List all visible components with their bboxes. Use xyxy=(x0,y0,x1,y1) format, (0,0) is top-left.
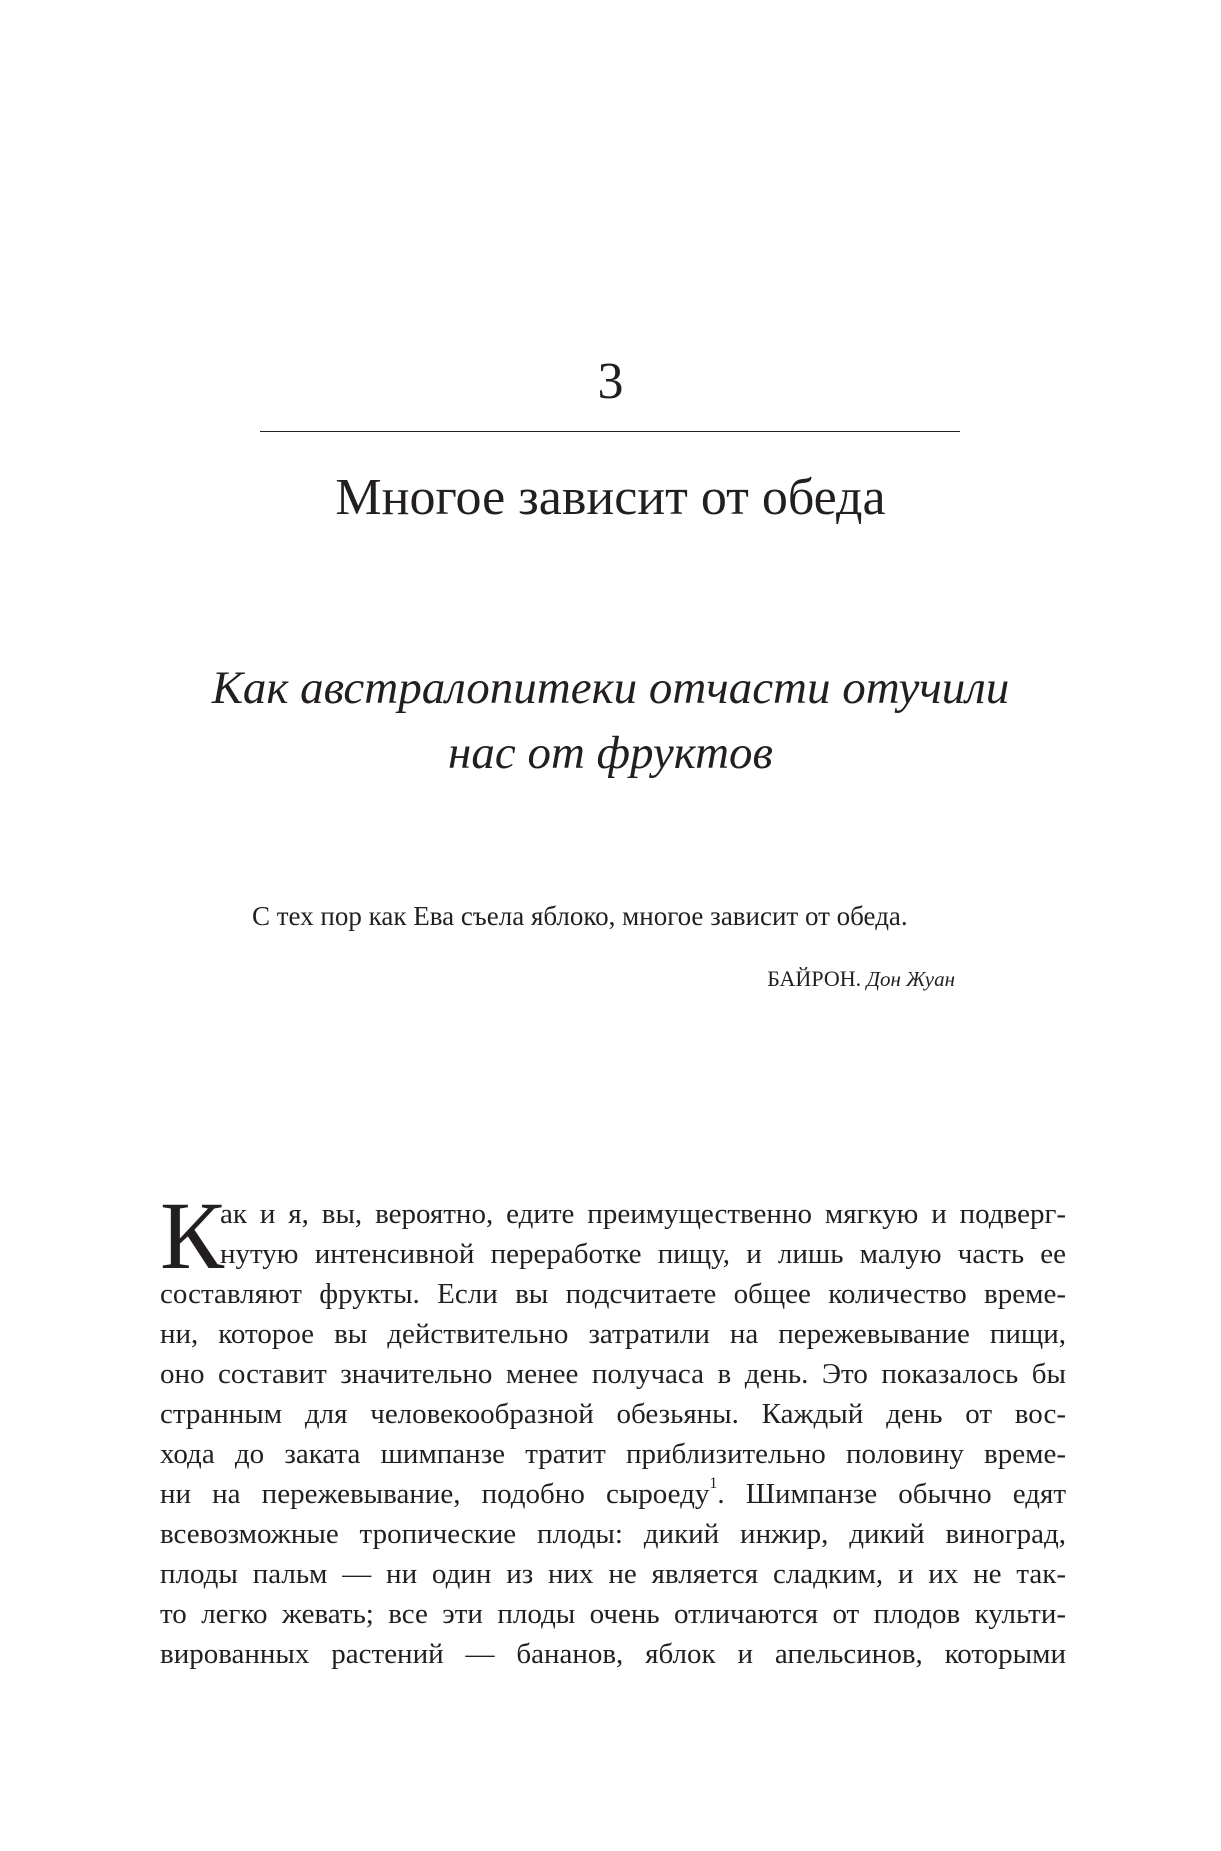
chapter-subtitle xyxy=(0,656,1221,786)
body-line: то легко жевать; все эти плоды очень отличаются от плодов культи- xyxy=(160,1598,1066,1630)
body-line: нутую интенсивной переработке пищу, и лишь малую часть ее xyxy=(220,1238,1066,1270)
body-line: оно составит значительно менее получаса в день. Это показалось бы xyxy=(160,1358,1066,1390)
epigraph-text: С тех пор как Ева съела яблоко, многое зависит от обеда. xyxy=(252,901,908,931)
epigraph-author: БАЙРОН. xyxy=(767,966,862,991)
body-line: вированных растений — бананов, яблок и апельсинов, которыми xyxy=(160,1638,1066,1670)
body-line: плоды пальм — ни один из них не является сладким, и их не так- xyxy=(160,1558,1066,1590)
body-line: ни, которое вы действительно затратили на пережевывание пищи, xyxy=(160,1318,1066,1350)
body-line-tail: . Шимпанзе обычно едят xyxy=(717,1478,1066,1510)
body-line-head: ни на пережевывание, подобно сыроеду xyxy=(160,1478,710,1510)
chapter-number: 3 xyxy=(597,353,624,410)
footnote-mark[interactable]: 1 xyxy=(709,1475,718,1492)
subtitle-line: Как австралопитеки отчасти отучили xyxy=(211,662,1010,714)
subtitle-line: нас от фруктов xyxy=(448,727,773,779)
chapter-divider xyxy=(260,431,960,432)
body-line: странным для человекообразной обезьяны. Каждый день от вос- xyxy=(160,1398,1066,1430)
body-line: ак и я, вы, вероятно, едите преимущественно мягкую и подверг- xyxy=(220,1198,1066,1230)
drop-cap: К xyxy=(160,1182,225,1289)
chapter-title: Многое зависит от обеда xyxy=(335,469,886,526)
body-text xyxy=(160,1182,1066,1674)
body-line: всевозможные тропические плоды: дикий инжир, дикий виноград, xyxy=(160,1518,1066,1550)
epigraph-work: Дон Жуан xyxy=(866,967,955,991)
body-line-with-footnote xyxy=(160,1474,1066,1514)
body-line: хода до заката шимпанзе тратит приблизительно половину време- xyxy=(160,1438,1066,1470)
body-line: составляют фрукты. Если вы подсчитаете общее количество време- xyxy=(160,1278,1066,1310)
epigraph-source xyxy=(500,964,955,994)
